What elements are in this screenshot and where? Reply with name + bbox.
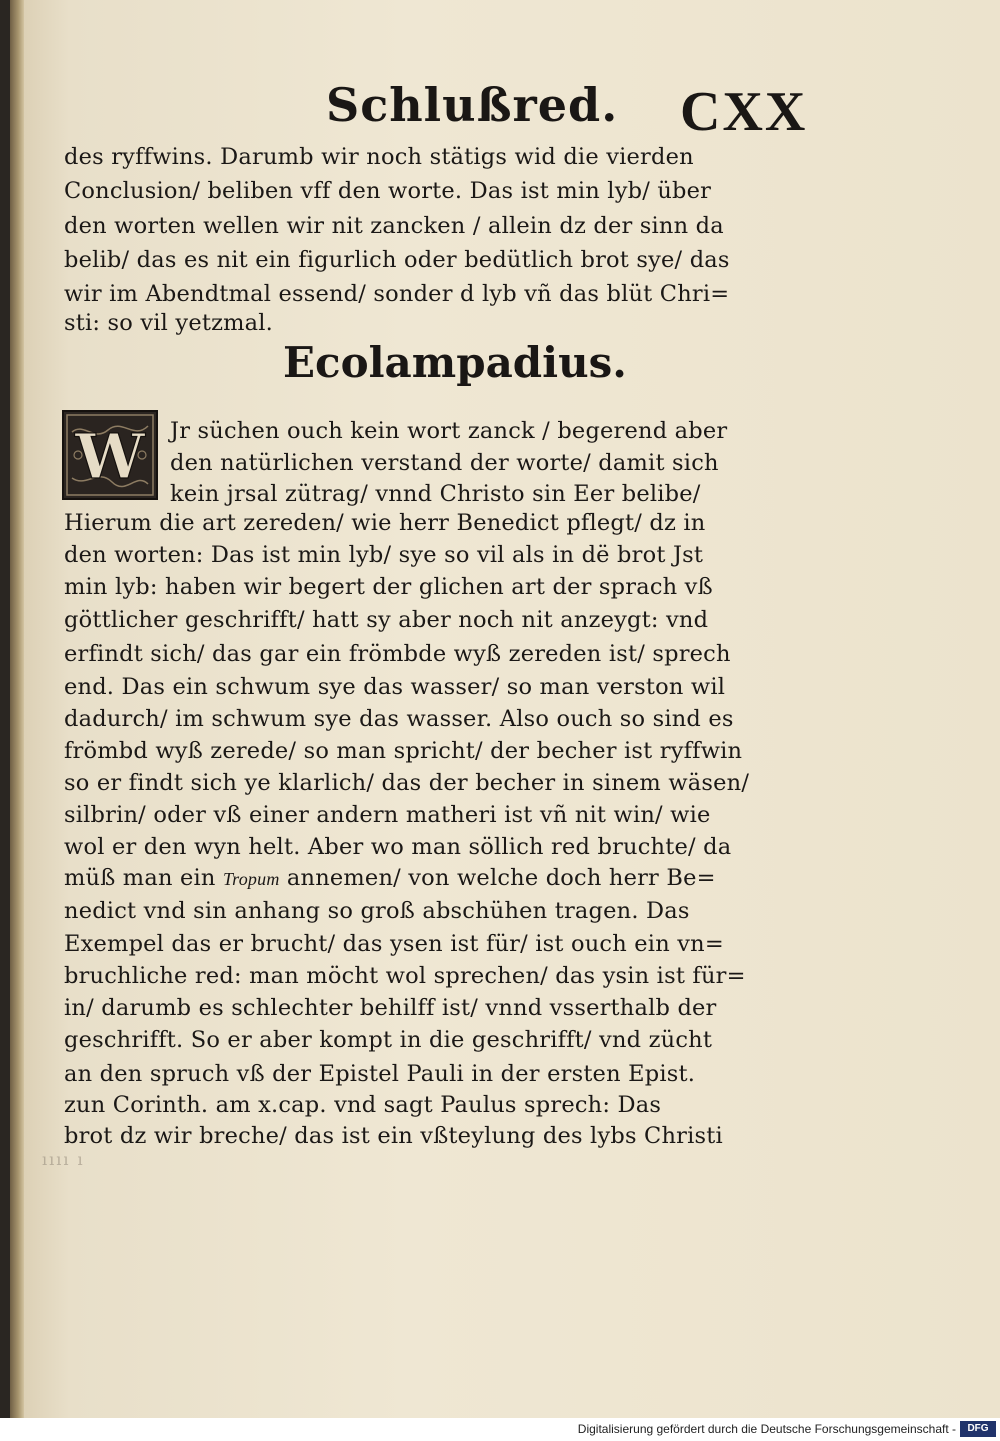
text-line: den natürlichen verstand der worte/ damit sich xyxy=(170,450,719,476)
text-line: belib/ das es nit ein figurlich oder bedütlich brot sye/ das xyxy=(64,247,730,273)
text-line: so er findt sich ye klarlich/ das der becher in sinem wäsen/ xyxy=(64,770,750,796)
running-head: Schlußred. xyxy=(326,78,619,132)
text-line: Conclusion/ beliben vff den worte. Das ist min lyb/ über xyxy=(64,178,712,204)
section-heading: Ecolampadius. xyxy=(283,338,627,387)
text-line: in/ darumb es schlechter behilff ist/ vnnd vsserthalb der xyxy=(64,995,717,1021)
text-span: müß man ein xyxy=(64,865,223,891)
text-line: min lyb: haben wir begert der glichen art der sprach vß xyxy=(64,574,713,600)
text-line: wol er den wyn helt. Aber wo man söllich red bruchte/ da xyxy=(64,834,732,860)
text-line: geschrifft. So er aber kompt in die geschrifft/ vnd zücht xyxy=(64,1027,713,1053)
text-line: erfindt sich/ das gar ein frömbde wyß zereden ist/ sprech xyxy=(64,641,731,667)
text-line: dadurch/ im schwum sye das wasser. Also ouch so sind es xyxy=(64,706,734,732)
text-line: sti: so vil yetzmal. xyxy=(64,310,274,336)
text-line: brot dz wir breche/ das ist ein vßteylung des lybs Christi xyxy=(64,1123,723,1149)
text-line: end. Das ein schwum sye das wasser/ so man verston wil xyxy=(64,674,726,700)
bleed-through-marks: ıııı ı xyxy=(42,1150,85,1169)
dfg-logo: DFG xyxy=(960,1421,996,1437)
folio-number: CXX xyxy=(680,81,808,143)
text-line: Hierum die art zereden/ wie herr Benedict pflegt/ dz in xyxy=(64,510,706,536)
text-span: annemen/ von welche doch herr Be= xyxy=(279,865,716,891)
text-line: Jr süchen ouch kein wort zanck / begerend aber xyxy=(170,418,728,444)
text-line: silbrin/ oder vß einer andern matheri ist vñ nit win/ wie xyxy=(64,802,711,828)
text-line: kein jrsal zütrag/ vnnd Christo sin Eer belibe/ xyxy=(170,481,701,507)
text-line: frömbd wyß zerede/ so man spricht/ der becher ist ryffwin xyxy=(64,738,743,764)
page-gutter-edge xyxy=(10,0,24,1418)
drop-cap-letter: W xyxy=(75,420,145,493)
tropum-word: Tropum xyxy=(222,869,280,889)
text-line-tropum xyxy=(64,861,774,896)
text-line: zun Corinth. am x.cap. vnd sagt Paulus sprech: Das xyxy=(64,1092,662,1118)
text-line: Exempel das er brucht/ das ysen ist für/ ist ouch ein vn= xyxy=(64,931,724,957)
footer-bar xyxy=(0,1418,1000,1441)
text-line: des ryffwins. Darumb wir noch stätigs wid die vierden xyxy=(64,144,694,170)
text-line: an den spruch vß der Epistel Pauli in der ersten Epist. xyxy=(64,1061,696,1087)
initial-ornament-icon xyxy=(64,412,156,498)
decorated-initial xyxy=(62,410,158,500)
text-line: bruchliche red: man möcht wol sprechen/ das ysin ist für= xyxy=(64,963,746,989)
text-line: den worten: Das ist min lyb/ sye so vil als in dë brot Jst xyxy=(64,542,704,568)
text-line: den worten wellen wir nit zancken / allein dz der sinn da xyxy=(64,213,724,239)
funding-notice: Digitalisierung gefördert durch die Deutsche Forschungsgemeinschaft - xyxy=(577,1422,956,1436)
text-line: wir im Abendtmal essend/ sonder d lyb vñ das blüt Chri= xyxy=(64,281,730,307)
text-line: nedict vnd sin anhang so groß abschühen tragen. Das xyxy=(64,898,690,924)
text-line: göttlicher geschrifft/ hatt sy aber noch nit anzeygt: vnd xyxy=(64,607,709,633)
